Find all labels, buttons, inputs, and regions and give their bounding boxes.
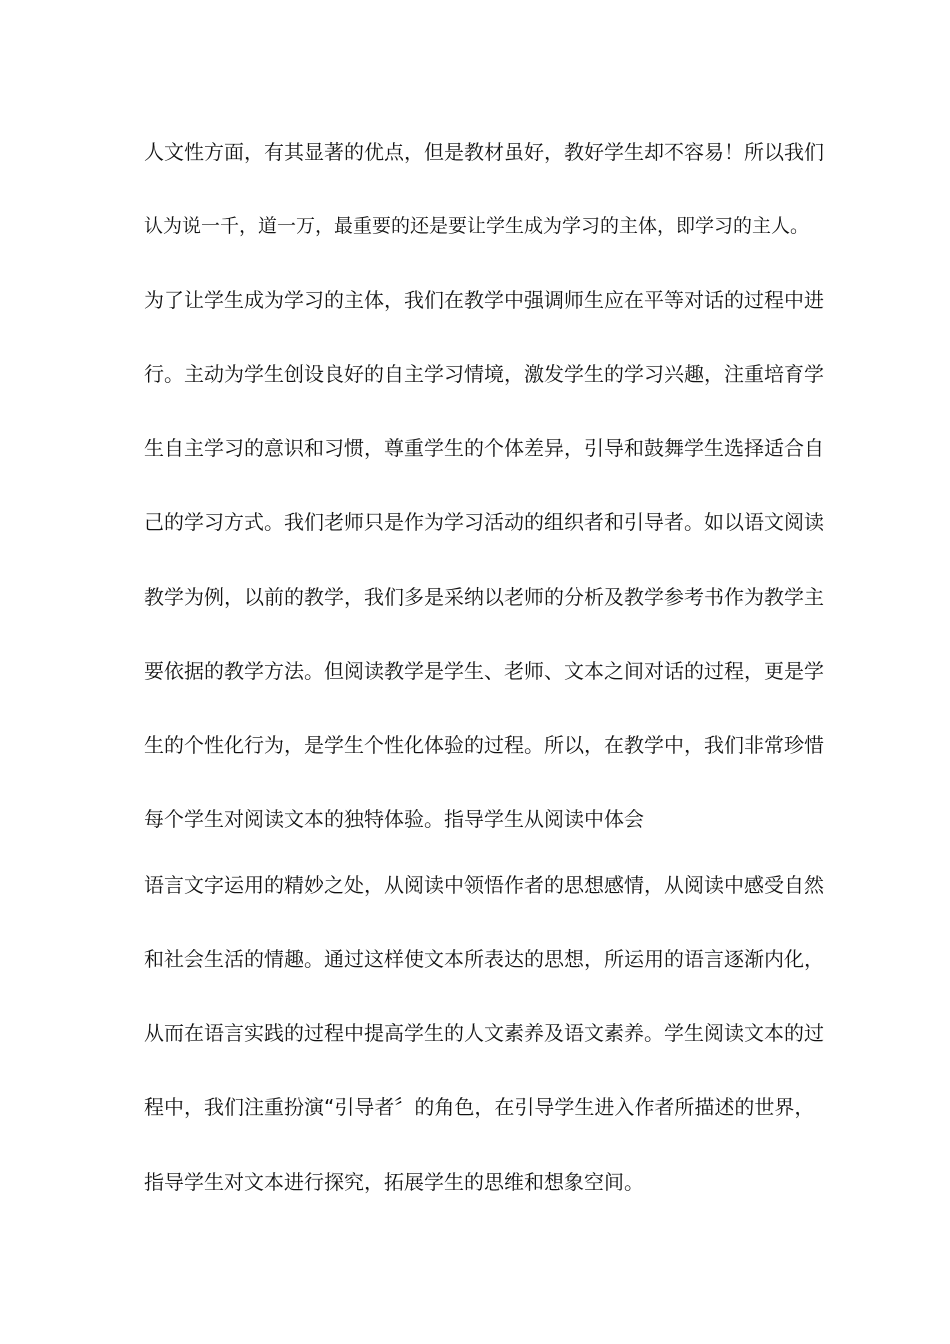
text-line-11: 语言文字运用的精妙之处，从阅读中领悟作者的思想感情，从阅读中感受自然 [144, 873, 824, 897]
text-line-15: 指导学生对文本进行探究，拓展学生的思维和想象空间。 [144, 1170, 644, 1194]
text-line-4: 行。主动为学生创设良好的自主学习情境，激发学生的学习兴趣，注重培育学 [144, 362, 824, 386]
text-line-7: 教学为例，以前的教学，我们多是采纳以老师的分析及教学参考书作为教学主 [144, 585, 824, 609]
text-line-14: 程中，我们注重扮演“引导者〞的角色，在引导学生进入作者所描述的世界， [144, 1095, 815, 1119]
text-line-9: 生的个性化行为，是学生个性化体验的过程。所以，在教学中，我们非常珍惜 [144, 733, 824, 757]
text-line-10: 每个学生对阅读文本的独特体验。指导学生从阅读中体会 [144, 807, 644, 831]
text-line-3: 为了让学生成为学习的主体，我们在教学中强调师生应在平等对话的过程中进 [144, 288, 824, 312]
text-line-8: 要依据的教学方法。但阅读教学是学生、老师、文本之间对话的过程，更是学 [144, 659, 824, 683]
text-line-6: 己的学习方式。我们老师只是作为学习活动的组织者和引导者。如以语文阅读 [144, 510, 824, 534]
text-line-1: 人文性方面，有其显著的优点，但是教材虽好，教好学生却不容易！所以我们 [144, 140, 824, 164]
text-line-12: 和社会生活的情趣。通过这样使文本所表达的思想，所运用的语言逐渐内化， [144, 947, 824, 971]
text-line-13: 从而在语言实践的过程中提高学生的人文素养及语文素养。学生阅读文本的过 [144, 1021, 824, 1045]
text-line-2: 认为说一千，道一万，最重要的还是要让学生成为学习的主体，即学习的主人。 [144, 215, 810, 237]
text-line-5: 生自主学习的意识和习惯，尊重学生的个体差异，引导和鼓舞学生选择适合自 [144, 436, 824, 460]
